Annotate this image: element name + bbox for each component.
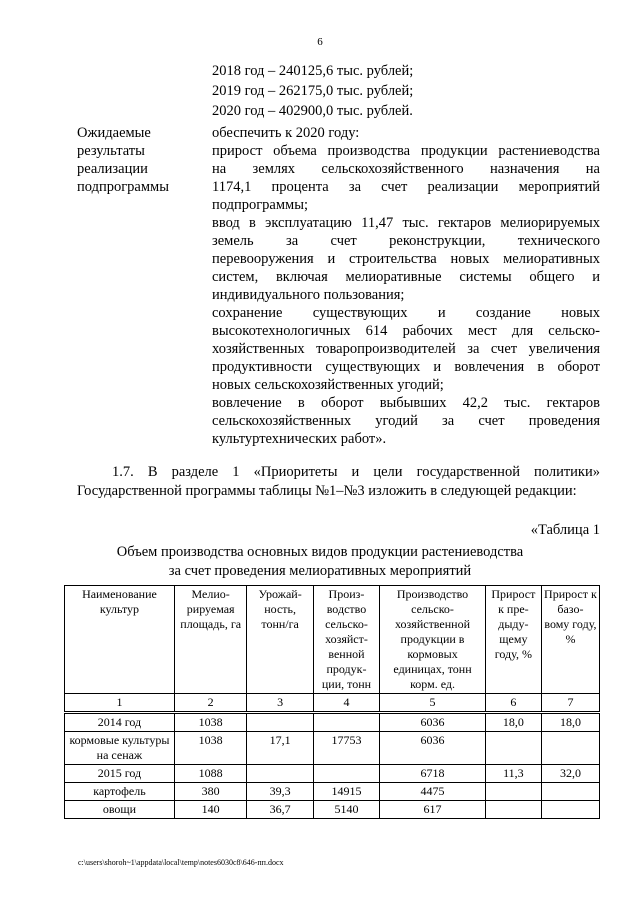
table-cell: 14915 xyxy=(313,783,379,801)
table-cell: картофель xyxy=(65,783,175,801)
expected-line-1: обеспечить к 2020 году: xyxy=(212,125,360,141)
budget-line-2018: 2018 год – 240125,6 тыс. рублей; xyxy=(212,63,414,79)
expected-line-10: индивидуального пользования; xyxy=(212,287,405,303)
budget-line-2019: 2019 год – 262175,0 тыс. рублей; xyxy=(212,83,414,99)
table-cell: 18,0 xyxy=(485,713,541,732)
table-cell: 32,0 xyxy=(541,765,599,783)
expected-line-18: культуртехнических работ». xyxy=(212,431,387,447)
expected-line-14: продуктивности существующих и вовлечения в оборот xyxy=(212,359,600,375)
table-cell: 140 xyxy=(174,801,247,819)
table-row xyxy=(65,783,600,801)
table-cell xyxy=(541,732,599,765)
table-cell xyxy=(541,801,599,819)
page-number: 6 xyxy=(317,36,323,48)
column-number: 1 xyxy=(65,694,175,713)
header-cell: Урожай- ность, тонн/га xyxy=(247,586,313,694)
table-cell: 2014 год xyxy=(65,713,175,732)
table-cell: 36,7 xyxy=(247,801,313,819)
paragraph-1-7-line-1: 1.7. В разделе 1 «Приоритеты и цели государственной политики» xyxy=(112,464,600,480)
table-cell: 6718 xyxy=(380,765,486,783)
expected-line-3: на землях сельскохозяйственного назначения на xyxy=(212,161,600,177)
table-cell: 5140 xyxy=(313,801,379,819)
budget-line-2020: 2020 год – 402900,0 тыс. рублей. xyxy=(212,103,413,119)
table-cell: 6036 xyxy=(380,713,486,732)
column-number: 6 xyxy=(485,694,541,713)
expected-label-line-1: Ожидаемые xyxy=(77,125,151,141)
expected-line-11: сохранение существующих и создание новых xyxy=(212,305,600,321)
expected-line-2: прирост объема производства продукции растениеводства xyxy=(212,143,600,159)
expected-label-line-2: результаты xyxy=(77,143,145,159)
header-cell: Производство сельско- хозяйственной продукции в кормовых единицах, тонн корм. ед. xyxy=(380,586,486,694)
table-cell: 4475 xyxy=(380,783,486,801)
header-cell: Прирост к пре- дыду- щему году, % xyxy=(485,586,541,694)
expected-label-line-3: реализации xyxy=(77,161,148,177)
table-cell: 17,1 xyxy=(247,732,313,765)
table-cell xyxy=(313,713,379,732)
expected-line-5: подпрограммы; xyxy=(212,197,308,213)
expected-line-7: земель за счет реконструкции, технического xyxy=(212,233,600,249)
table-title-line-2: за счет проведения мелиоративных мероприятий xyxy=(168,563,472,579)
table-row xyxy=(65,765,600,783)
column-number: 7 xyxy=(541,694,599,713)
expected-line-9: систем, включая мелиоративные системы общего и xyxy=(212,269,600,285)
expected-line-16: вовлечение в оборот выбывших 42,2 тыс. гектаров xyxy=(212,395,600,411)
table-row xyxy=(65,801,600,819)
table-cell: 17753 xyxy=(313,732,379,765)
column-number-row xyxy=(65,694,600,713)
table-cell: 6036 xyxy=(380,732,486,765)
table-label: «Таблица 1 xyxy=(530,522,600,538)
table-header-row xyxy=(65,586,600,694)
production-table xyxy=(64,585,600,819)
header-cell: Произ- водство сельско- хозяйст- венной продук- ции, тонн xyxy=(313,586,379,694)
expected-line-8: перевооружения и строительства новых мелиоративных xyxy=(212,251,600,267)
table-cell: 18,0 xyxy=(541,713,599,732)
table-cell: 380 xyxy=(174,783,247,801)
table-cell xyxy=(485,801,541,819)
table-cell: овощи xyxy=(65,801,175,819)
header-cell: Наименование культур xyxy=(65,586,175,694)
table-cell: 39,3 xyxy=(247,783,313,801)
table-row xyxy=(65,713,600,732)
table-cell xyxy=(485,783,541,801)
header-cell: Мелио- рируемая площадь, га xyxy=(174,586,247,694)
expected-line-4: 1174,1 процента за счет реализации мероприятий xyxy=(212,179,600,195)
table-title-line-1: Объем производства основных видов продукции растениеводства xyxy=(116,544,524,560)
column-number: 5 xyxy=(380,694,486,713)
table-cell: 1038 xyxy=(174,732,247,765)
table-row xyxy=(65,732,600,765)
table-cell xyxy=(247,713,313,732)
table-cell xyxy=(485,732,541,765)
expected-line-12: высокотехнологичных 614 рабочих мест для сельско- xyxy=(212,323,600,339)
table-cell: 2015 год xyxy=(65,765,175,783)
expected-line-15: новых сельскохозяйственных угодий; xyxy=(212,377,444,393)
table-cell xyxy=(313,765,379,783)
expected-label-line-4: подпрограммы xyxy=(77,179,169,195)
table-cell: 1038 xyxy=(174,713,247,732)
header-cell: Прирост к базо- вому году, % xyxy=(541,586,599,694)
column-number: 2 xyxy=(174,694,247,713)
table-cell xyxy=(541,783,599,801)
footer-file-path: c:\users\shoroh~1\appdata\local\temp\notes6030c8\646-пп.docx xyxy=(78,858,284,867)
column-number: 4 xyxy=(313,694,379,713)
paragraph-1-7-line-2: Государственной программы таблицы №1–№3 изложить в следующей редакции: xyxy=(77,483,577,499)
table-cell: 617 xyxy=(380,801,486,819)
column-number: 3 xyxy=(247,694,313,713)
table-cell xyxy=(247,765,313,783)
expected-line-13: хозяйственных товаропроизводителей за счет увеличения xyxy=(212,341,600,357)
table-cell: 11,3 xyxy=(485,765,541,783)
expected-line-6: ввод в эксплуатацию 11,47 тыс. гектаров мелиорируемых xyxy=(212,215,600,231)
expected-line-17: сельскохозяйственных угодий за счет проведения xyxy=(212,413,600,429)
table-cell: 1088 xyxy=(174,765,247,783)
table-cell: кормовые культуры на сенаж xyxy=(65,732,175,765)
